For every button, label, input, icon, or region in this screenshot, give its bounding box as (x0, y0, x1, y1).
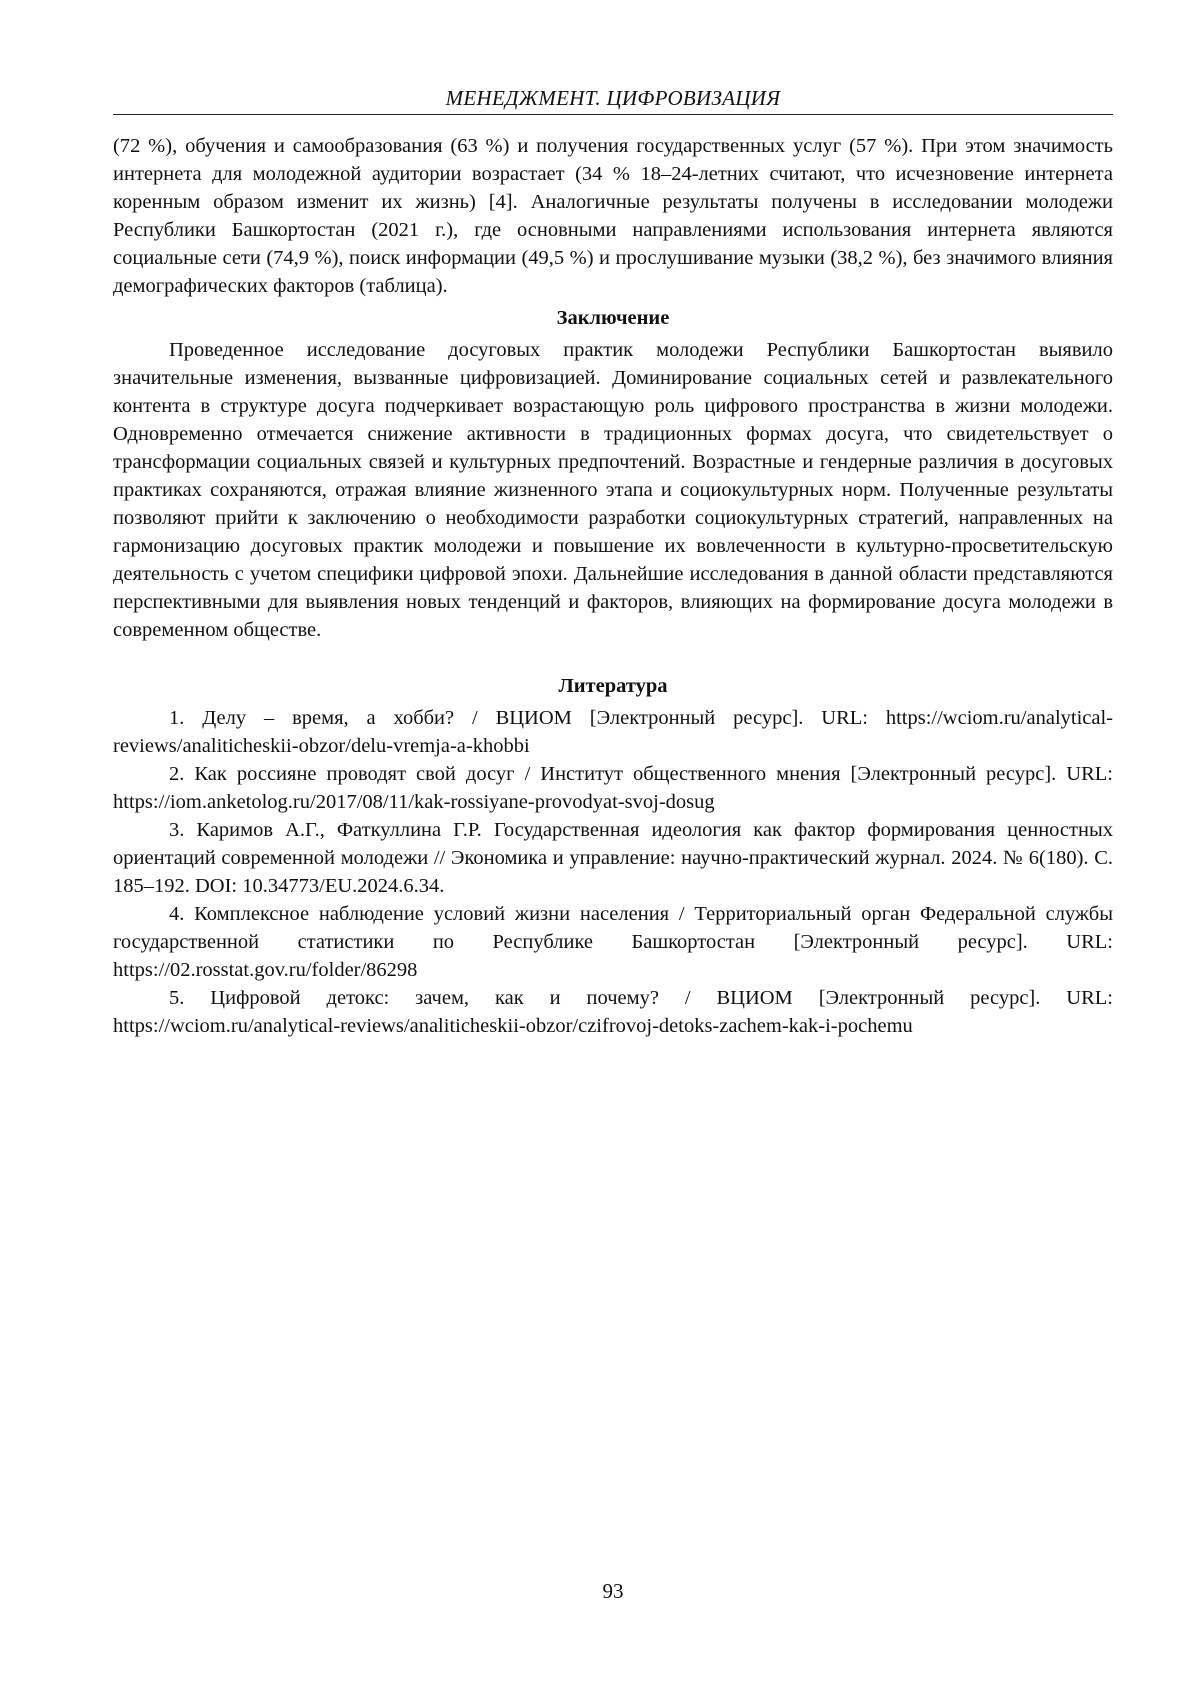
running-header: МЕНЕДЖМЕНТ. ЦИФРОВИЗАЦИЯ (113, 84, 1113, 112)
reference-item-1: 1. Делу – время, а хобби? / ВЦИОМ [Электронный ресурс]. URL: https://wciom.ru/analytical-reviews/analiticheskii-obzor/delu-vremja-a-khobbi (113, 704, 1113, 760)
page-number: 93 (113, 1577, 1113, 1605)
conclusion-heading: Заключение (113, 304, 1113, 332)
journal-page (113, 0, 1113, 1698)
intro-paragraph: (72 %), обучения и самообразования (63 %) и получения государственных услуг (57 %). При этом значимость интернета для молодежной аудитории возрастает (34 % 18–24-летних считают, что исчезновение интернета коренным образом изменит их жизнь) [4]. Аналогичные результаты получены в исследовании молодежи Республики Башкортостан (2021 г.), где основными направлениями использования интернета являются социальные сети (74,9 %), поиск информации (49,5 %) и прослушивание музыки (38,2 %), без значимого влияния демографических факторов (таблица). (113, 132, 1113, 300)
reference-list (113, 704, 1113, 1040)
reference-item-5: 5. Цифровой детокс: зачем, как и почему? / ВЦИОМ [Электронный ресурс]. URL: https://wciom.ru/analytical-reviews/analiticheskii-obzor/czifrovoj-detoks-zachem-kak-i-pochemu (113, 984, 1113, 1040)
reference-item-4: 4. Комплексное наблюдение условий жизни населения / Территориальный орган Федеральной службы государственной статистики по Республике Башкортостан [Электронный ресурс]. URL: https://02.rosstat.gov.ru/folder/86298 (113, 900, 1113, 984)
article-body (113, 132, 1113, 1040)
references-heading: Литература (113, 672, 1113, 700)
conclusion-paragraph: Проведенное исследование досуговых практик молодежи Республики Башкортостан выявило значительные изменения, вызванные цифровизацией. Доминирование социальных сетей и развлекательного контента в структуре досуга подчеркивает возрастающую роль цифрового пространства в жизни молодежи. Одновременно отмечается снижение активности в традиционных формах досуга, что свидетельствует о трансформации социальных связей и культурных предпочтений. Возрастные и гендерные различия в досуговых практиках сохраняются, отражая влияние жизненного этапа и социокультурных норм. Полученные результаты позволяют прийти к заключению о необходимости разработки социокультурных стратегий, направленных на гармонизацию досуговых практик молодежи и повышение их вовлеченности в культурно-просветительскую деятельность с учетом специфики цифровой эпохи. Дальнейшие исследования в данной области представляются перспективными для выявления новых тенденций и факторов, влияющих на формирование досуга молодежи в современном обществе. (113, 336, 1113, 644)
reference-item-3: 3. Каримов А.Г., Фаткуллина Г.Р. Государственная идеология как фактор формирования ценностных ориентаций современной молодежи // Экономика и управление: научно-практический журнал. 2024. № 6(180). С. 185–192. DOI: 10.34773/EU.2024.6.34. (113, 816, 1113, 900)
header-rule (113, 114, 1113, 115)
reference-item-2: 2. Как россияне проводят свой досуг / Институт общественного мнения [Электронный ресурс]. URL: https://iom.anketolog.ru/2017/08/11/kak-rossiyane-provodyat-svoj-dosug (113, 760, 1113, 816)
